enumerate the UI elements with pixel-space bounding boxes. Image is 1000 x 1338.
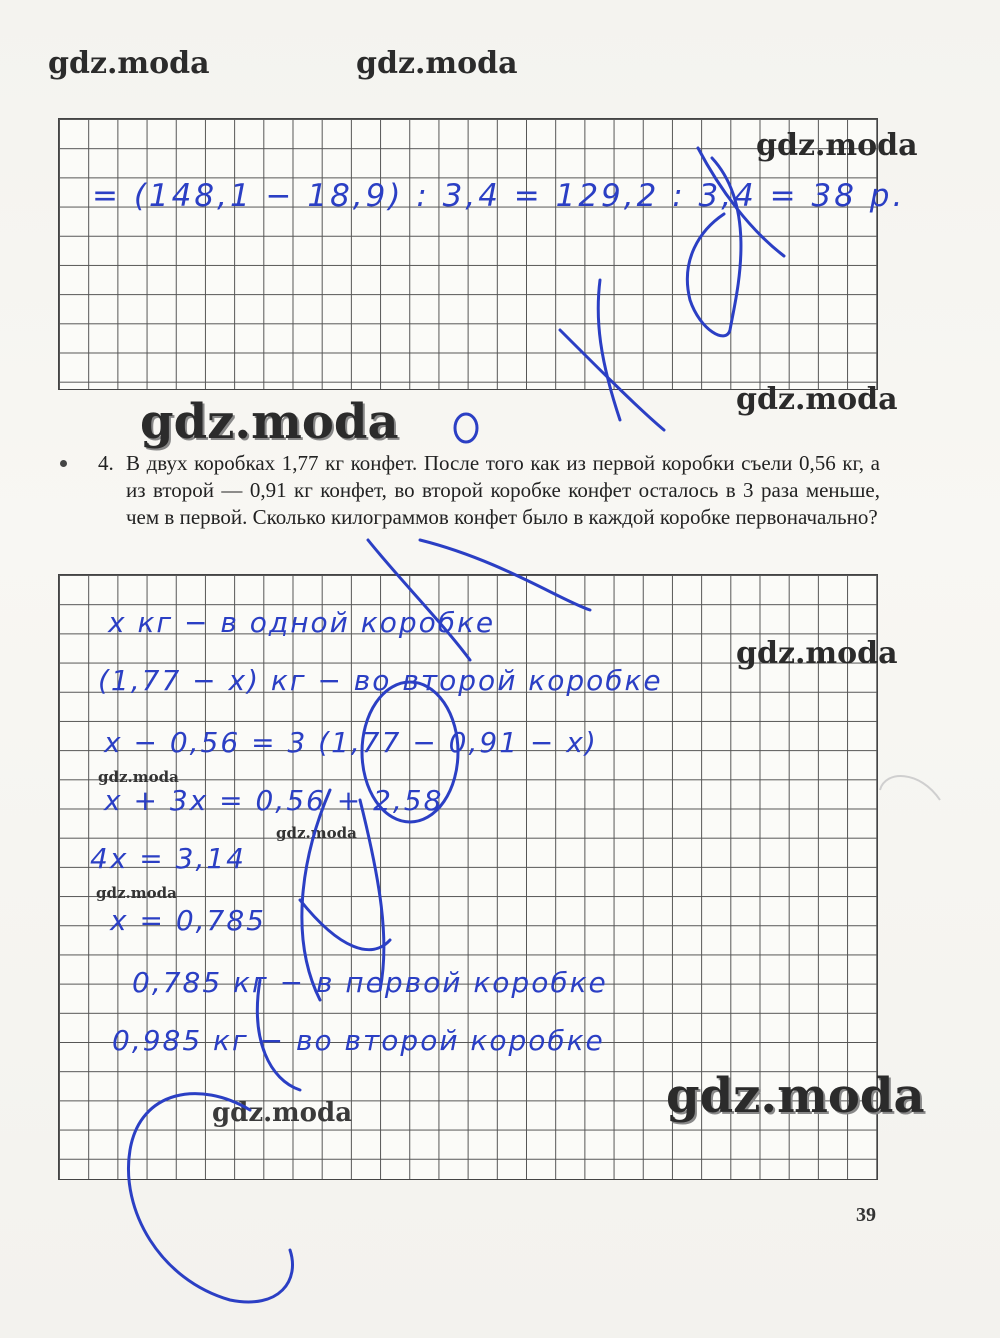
handwritten-line: 0,785 кг − в первой коробке <box>132 966 608 999</box>
watermark: gdz.moda <box>96 884 177 902</box>
handwritten-line: x + 3x = 0,56 + 2,58 <box>104 784 444 817</box>
handwritten-line: x кг − в одной коробке <box>108 606 496 639</box>
task-number: 4. <box>98 451 114 475</box>
task-text: В двух коробках 1,77 кг конфет. После того как из первой коробки съели 0,56 кг, а из второй — 0,91 кг конфет, во второй коробке конфет осталось в 3 раза меньше, чем в первой. Сколько килограммов конфет было в каждой коробке первоначально? <box>126 451 880 529</box>
handwritten-line: 0,985 кг − во второй коробке <box>112 1024 605 1057</box>
page-number: 39 <box>856 1204 876 1226</box>
watermark: gdz.moda <box>356 46 518 81</box>
handwritten-line: = (148,1 − 18,9) : 3,4 = 129,2 : 3,4 = 38 р. <box>92 178 906 214</box>
watermark: gdz.moda <box>212 1098 353 1128</box>
watermark: gdz.moda <box>48 46 210 81</box>
watermark: gdz.moda <box>98 768 179 786</box>
handwritten-line: x = 0,785 <box>110 904 266 937</box>
watermark: gdz.moda <box>140 394 399 450</box>
watermark: gdz.moda <box>276 824 357 842</box>
handwritten-line: (1,77 − x) кг − во второй коробке <box>98 664 663 697</box>
watermark: gdz.moda <box>736 636 898 671</box>
handwritten-line: 4x = 3,14 <box>90 842 246 875</box>
handwritten-line: x − 0,56 = 3 (1,77 − 0,91 − x) <box>104 726 598 759</box>
watermark: gdz.moda <box>756 128 918 163</box>
watermark: gdz.moda <box>666 1068 925 1124</box>
watermark: gdz.moda <box>736 382 898 417</box>
